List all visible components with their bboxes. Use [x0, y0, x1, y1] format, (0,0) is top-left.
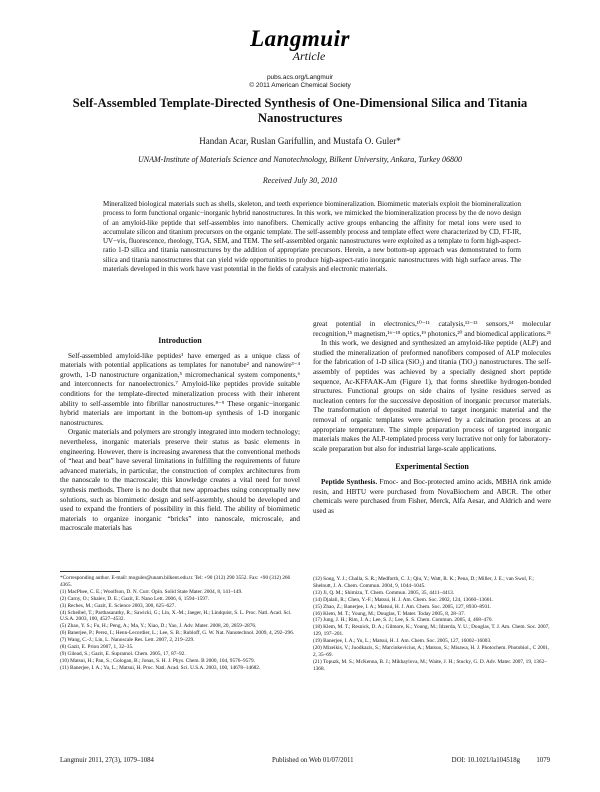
journal-url[interactable]: pubs.acs.org/Langmuir — [266, 74, 334, 81]
reference: (18) Klem, M. T.; Resnick, D. A.; Gilmore, K.; Young, M.; Idzerda, Y. U.; Douglas, T. J. Am. Chem. Soc. 2007, 129, 197–201. — [313, 624, 550, 638]
reference: (4) Scheibel, T.; Parthasarathy, R.; Sawicki, G.; Lin, X.-M.; Jaeger, H.; Lindquist, S. L. Proc. Natl. Acad. Sci. U.S.A. 2003, 100, 4527–4532. — [60, 609, 292, 623]
reference: (15) Zhao, Z.; Banerjee, I. A.; Matsui, H. J. Am. Chem. Soc. 2005, 127, 8930–8931. — [313, 603, 492, 610]
reference: (9) Gilead, S.; Gazit, E. Supramol. Chem. 2005, 17, 87–92. — [60, 650, 186, 657]
reference: (20) Mizeikis, V.; Juodkazis, S.; Marcinkevicius, A.; Matsuo, S.; Misawa, H. J. Photochem. Photobiol., C 2001, 2, 35–69. — [313, 645, 550, 658]
reference: (21) Topuzk, M. S.; McKenna, B. J.; Mikhaylova, M.; Waite, J. H.; Stucky, G. D. Adv. Mater. 2007, 19, 1362–1368. — [313, 658, 547, 672]
reference: (16) Klem, M. T.; Young, M.; Douglas, T. Mater. Today 2005, 8, 28–37. — [313, 610, 466, 617]
methods-paragraph — [313, 478, 551, 516]
reference: (8) Gazit, E. Prion 2007, 1, 32–35. — [60, 644, 134, 651]
journal-logo — [0, 26, 600, 64]
reference: (12) Song, Y. J.; Challa, S. R.; Medforth, C. J.; Qiu, Y.; Watt, R. K.; Pena, D.; Miller, J. E.; van Swol, F.; Shelnutt, J. A. Chem. Commun. 2004, 9, 1044–1045. — [313, 576, 534, 589]
methods-text: Fmoc- and Boc-protected amino acids, MBHA rink amide resin, and HBTU were purchased from NovaBiochem and ABCR. The other chemicals were purchased from Fisher, Merck, Alfa Aesar, and Aldrich and were used as — [313, 477, 552, 515]
reference: (11) Banerjee, I. A.; Yu, L.; Matsui, H. Proc. Natl. Acad. Sci. U.S.A. 2003, 100, 14678–14682. — [60, 664, 261, 671]
body-paragraph: In this work, we designed and synthesized an amyloid-like peptide (ALP) and studied the mineralization of preformed nanofibers composed of ALP molecules for the fabrication of 1-D silica (SiO₂) and titania (TiO₂) nanostructures. The self-assembly of peptides was achieved by a specially designed short peptide sequence, Ac-KFFAAK-Am (Figure 1), that forms sheetlike hydrogen-bonded structures. Functional groups on side chains of lysine residues served as nucleation centers for the successive deposition of inorganic precursor materials. The transformation of deposited material to target inorganic material and the removal of organic templates were achieved by a calcination process at an appropriate temperature. The simple preparation process of targeted inorganic materials makes the ALP-templated process very lucrative not only for laboratory-scale preparation but also for industrial large-scale applications. — [313, 339, 551, 453]
journal-name: Langmuir — [250, 26, 350, 51]
reference: *Corresponding author. E-mail: moguler@unam.bilkent.edu.tr. Tel: +90 (312) 290 3552. Fax: +90 (312) 266 4365. — [60, 575, 291, 588]
intro-paragraph: Organic materials and polymers are strongly integrated into modern technology; nevertheless, inorganic materials preserve their status as basic elements in engineering. However, there is increasing awareness that the conventional methods of “heat and beat” have several limitations in fulfilling the requirements of future advanced materials, in particular, the construction of complex architectures from the nanoscale to the macroscale; this knowledge creates a vital need for novel synthesis methods. There is no doubt that new approaches using conceptually new solutions, such as biomimetic design and self-assembly, should be developed and used to expand the frontiers of possibility in this field. The ability of biomimetic materials to organize inorganic “bricks” into nanoscale, microscale, and macroscale materials has — [60, 428, 300, 533]
footer-doi[interactable]: DOI: 10.1021/la104518g — [451, 757, 520, 764]
received-date: Received July 30, 2010 — [262, 176, 338, 185]
left-column — [60, 336, 300, 534]
page-number: 1079 — [536, 757, 550, 764]
reference: (14) Djalali, R.; Chen, Y.-F.; Matsui, H. J. Am. Chem. Soc. 2002, 124, 13660–13661. — [313, 596, 494, 603]
continuation-paragraph: great potential in electronics,¹⁰⁻¹¹ catalysis,¹²⁻¹³ sensors,¹⁴ molecular recognition,¹⁵ magnetism,¹⁶⁻¹⁸ optics,¹⁹ photonics,²⁰ and biomedical applications.²¹ — [313, 320, 551, 338]
copyright: © 2011 American Chemical Society — [249, 82, 351, 89]
intro-paragraph: Self-assembled amyloid-like peptides¹ have emerged as a unique class of materials with potential applications as templates for nanotube² and nanowire³⁻⁴ growth, 1-D nanostructure organization,⁵ micromechanical system components,⁶ and interconnects for nanoelectronics.⁷ Amyloid-like peptides provide suitable conditions for the template-directed mineralization process with their inherent ability to self-assemble into fibrillar nanostructures.⁸⁻⁹ These organic−inorganic hybrid materials are important in the bottom-up synthesis of 1-D inorganic nanostructures. — [60, 351, 300, 427]
article-title: Self-Assembled Template-Directed Synthesis of One-Dimensional Silica and Titania Nanostructures — [72, 96, 528, 125]
section-heading-introduction: Introduction — [158, 336, 202, 345]
reference: (6) Banerjee, P.; Perez, I.; Henn-Lecordier, L.; Lee, S. B.; Rubloff, G. W. Nat. Nanotechnol. 2009, 4, 292–296. — [60, 630, 295, 637]
authors: Handan Acar, Ruslan Garifullin, and Mustafa O. Guler* — [199, 136, 401, 146]
reference: (19) Banerjee, I. A.; Yu, L.; Matsui, H. J. Am. Chem. Soc. 2005, 127, 16002–16003. — [313, 638, 492, 645]
reference: (5) Zhao, Y. S.; Fu, H.; Peng, A.; Ma, Y.; Xiao, D.; Yao, J. Adv. Mater. 2008, 20, 2859–2876. — [60, 623, 257, 630]
reference: (2) Carny, O.; Shalev, D. E.; Gazit, E. Nano Lett. 2006, 6, 1594–1597. — [60, 595, 209, 602]
subsection-heading: Peptide Synthesis. — [321, 477, 378, 486]
affiliation: UNAM-Institute of Materials Science and Nanotechnology, Bilkent University, Ankara, Turkey 06800 — [137, 155, 462, 164]
reference: (3) Reches, M.; Gazit, E. Science 2003, 300, 625–627. — [60, 602, 176, 609]
reference: (17) Jung, J. H.; Rim, J. A.; Lee, S. J.; Lee, S. S. Chem. Commun. 2005, 4, 468–470. — [313, 617, 493, 624]
references-left — [60, 575, 300, 672]
footer-journal-ref: Langmuir 2011, 27(3), 1079–1084 — [60, 757, 154, 764]
reference: (10) Matsui, H.; Pan, S.; Gologan, B.; Jonas, S. H. J. Phys. Chem. B 2000, 104, 9576–9579. — [60, 657, 255, 664]
reference: (1) MacPhee, C. E.; Woolfson, D. N. Curr. Opin. Solid State Mater. 2004, 8, 141–149. — [60, 588, 243, 595]
reference: (13) Ji, Q. M.; Shimizu, T. Chem. Commun. 2005, 35, 4411–4413. — [313, 589, 455, 596]
article-type: Article — [292, 49, 326, 63]
footer-published: Published on Web 01/07/2011 — [272, 757, 354, 764]
reference: (7) Wang, C.-J.; Lin, L. Nanoscale Res. Lett. 2007, 2, 219–229. — [60, 637, 195, 644]
right-column — [313, 320, 551, 516]
section-heading-experimental: Experimental Section — [395, 462, 469, 472]
footnote-divider — [60, 571, 120, 572]
abstract: Mineralized biological materials such as shells, skeleton, and teeth experience biomineralization. Biomimetic materials exploit the biomineralization process to form functional organic−inorganic hybrid nanostructures. In this work, we mimicked the biomineralization process by the de novo design of an amyloid-like peptide that self-assembles into nanofibers. Chemically active groups enhancing the affinity for metal ions were used to accumulate silicon and titanium precursors on the organic template. The self-assembly process and template effect were characterized by CD, FT-IR, UV−vis, fluorescence, rheology, TGA, SEM, and TEM. The self-assembled organic nanostructures were exploited as a template to form high-aspect-ratio 1-D silica and titania nanostructures by the addition of appropriate precursors. Herein, a new bottom-up approach was demonstrated to form silica and titania nanostructures that can yield wide opportunities to produce high-aspect-ratio inorganic nanostructures with high surface areas. The materials developed in this work have vast potential in the fields of catalysis and electronic materials. — [103, 200, 521, 274]
references-right — [313, 576, 551, 673]
